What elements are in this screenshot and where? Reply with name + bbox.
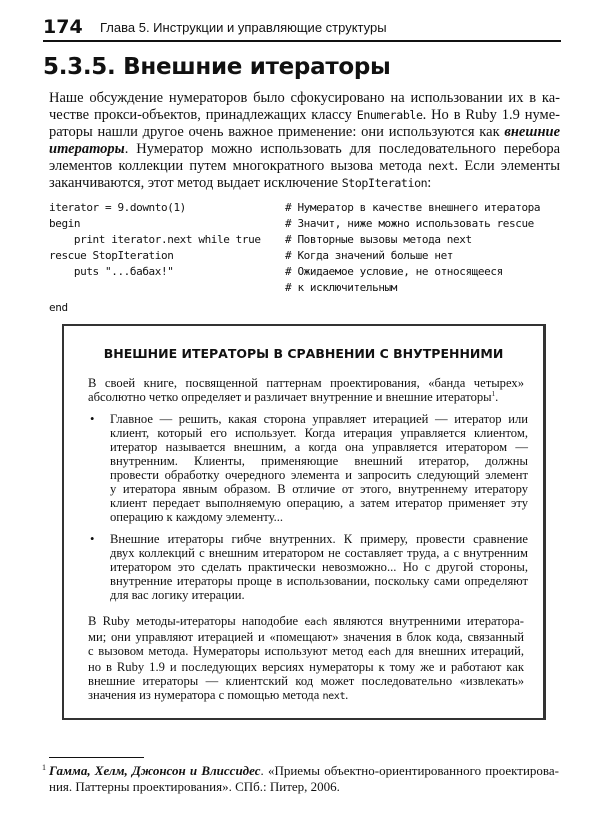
text-segment: клиент, который его использует. Когда итерация управляется клиентом,	[110, 426, 528, 440]
text-line	[49, 90, 560, 107]
text-line	[110, 560, 528, 574]
text-line	[88, 644, 524, 660]
text-segment: внутренним. Клиенты, применяющие внешний итератор, должны	[110, 454, 528, 468]
text-segment: заканчиваются, этот метод выдает исключение	[49, 175, 342, 191]
text-segment: операцию к каждому элементу...	[110, 510, 284, 524]
sidebar-bullet-item-1	[90, 412, 528, 524]
code-comment: # Когда значений больше нет	[285, 249, 454, 262]
code-comment: # Нумератор в качестве внешнего итератора	[285, 201, 541, 214]
text-line	[110, 468, 528, 482]
text-segment: . Если элементы	[454, 158, 561, 174]
sidebar-box	[62, 324, 546, 720]
text-segment: Внешние итераторы гибче внутренних. К примеру, провести сравнение	[110, 532, 528, 546]
text-line	[110, 412, 528, 426]
sidebar-bullet-1	[110, 412, 528, 524]
text-segment: элементов коллекции путем многократного вызова метода	[49, 158, 429, 174]
text-segment: честве прокси-объектов, принадлежащих классу	[49, 107, 357, 123]
text-line	[49, 175, 560, 192]
text-line	[49, 158, 560, 175]
text-segment: клиент передает выполняемую операцию, а затем итератор применяет эту	[110, 496, 528, 510]
code-comment: # Значит, ниже можно использовать rescue	[285, 217, 534, 230]
footnote-rule	[49, 757, 144, 758]
intro-paragraph	[49, 90, 560, 192]
code-line	[49, 280, 569, 296]
code-text: iterator = 9.downto(1)	[49, 201, 186, 214]
text-segment: с вызовом метода. Нумераторы используют метод	[88, 644, 368, 658]
text-segment: абсолютно четко определяет и различает внутренние и внешние итераторы	[88, 390, 492, 404]
text-segment: для внешних итераций,	[390, 644, 524, 658]
code-line	[49, 216, 569, 232]
text-line	[49, 141, 560, 158]
text-segment: но в Ruby 1.9 и последующих версиях нумераторы к тому же и работают как	[88, 660, 524, 674]
text-line	[88, 688, 524, 704]
text-line	[88, 376, 524, 390]
text-segment: внутренние итераторы проще в использовании, поскольку сами определяют	[110, 574, 528, 588]
text-line	[110, 574, 528, 588]
code-text: end	[49, 301, 68, 314]
footnote-number: 1	[42, 763, 46, 772]
text-line	[88, 660, 524, 674]
sidebar-bullet-2	[110, 532, 528, 602]
text-line	[110, 482, 528, 496]
text-line	[49, 779, 559, 795]
text-segment: являются внутренними итератора-	[327, 614, 524, 628]
bullet-icon: •	[90, 532, 95, 546]
text-line	[49, 124, 560, 141]
code-comment	[285, 300, 569, 316]
text-segment: ми; они управляют итерацией и «помещают» значения в блок кода, связанный	[88, 630, 524, 644]
text-segment: . «Приемы объектно-ориентированного проектирова-	[260, 763, 559, 778]
text-line	[88, 674, 524, 688]
emphasis: итераторы	[49, 141, 125, 157]
text-line	[110, 426, 528, 440]
code-line	[49, 232, 569, 248]
text-segment: .	[345, 688, 349, 702]
code-comment: # Повторные вызовы метода next	[285, 233, 472, 246]
text-line	[49, 107, 560, 124]
footnote	[49, 763, 559, 795]
text-segment: .	[495, 390, 499, 404]
inline-code: next	[322, 691, 346, 702]
text-segment: значения из нумератора с помощью метода	[88, 688, 323, 702]
sidebar-final-paragraph	[88, 614, 524, 704]
text-line	[110, 454, 528, 468]
code-listing	[49, 200, 569, 316]
text-segment: двух коллекций с внешним итератором не составляет труда, а с внутренним	[110, 546, 528, 560]
text-segment: у итератора явным образом. В отличие от этого, внутреннему итератору	[110, 482, 528, 496]
text-line	[110, 546, 528, 560]
sidebar-title: ВНЕШНИЕ ИТЕРАТОРЫ В СРАВНЕНИИ С ВНУТРЕННИМИ	[103, 346, 504, 361]
inline-code: StopIteration	[341, 176, 428, 190]
inline-code: each	[304, 617, 327, 628]
inline-code: each	[368, 647, 391, 658]
text-segment: Главное — решить, какая сторона управляет итерацией — итератор или	[110, 412, 528, 426]
page-body	[0, 52, 600, 720]
text-segment: раторы нашли другое очень важное применение: они используются как	[49, 124, 505, 140]
page-number: 174	[43, 16, 83, 38]
text-line	[88, 630, 524, 644]
text-segment: :	[427, 175, 432, 191]
text-segment: итератор называется внешним, а когда она управляется итератором —	[110, 440, 528, 454]
code-text: puts "...бабах!"	[49, 265, 174, 278]
text-segment: . Нумератор можно использовать для последовательного перебора	[124, 141, 560, 157]
text-segment: ния. Паттерны проектирования». СПб.: Питер, 2006.	[49, 779, 340, 794]
text-segment: итератором это сделать практически невозможно... Но с другой стороны,	[110, 560, 528, 574]
footnote-block	[42, 763, 559, 795]
code-comment: # к исключительным	[285, 281, 398, 294]
code-line	[49, 200, 569, 216]
code-line	[49, 248, 569, 264]
text-line	[110, 496, 528, 510]
text-segment: для вас логику итерации.	[110, 588, 245, 602]
inline-code: next	[428, 159, 455, 173]
text-line	[110, 588, 528, 602]
text-line	[88, 614, 524, 630]
text-line	[110, 532, 528, 546]
code-text: rescue StopIteration	[49, 249, 174, 262]
text-line	[110, 510, 528, 524]
sidebar-bullet-item-2	[90, 532, 528, 602]
inline-code: Enumerable	[356, 108, 423, 122]
emphasis: Гамма, Хелм, Джонсон и Влиссидес	[49, 763, 261, 778]
code-line	[49, 264, 569, 280]
sidebar-intro	[88, 376, 524, 404]
running-header: Глава 5. Инструкции и управляющие структуры	[100, 20, 387, 35]
text-segment: В Ruby методы-итераторы наподобие	[88, 614, 305, 628]
text-segment: Наше обсуждение нумераторов было сфокусировано на использовании их в ка-	[49, 90, 560, 106]
text-segment: . Но в Ruby 1.9 нуме-	[422, 107, 560, 123]
section-title: 5.3.5. Внешние итераторы	[43, 54, 391, 80]
footnote-ref: 1	[491, 389, 496, 398]
text-line	[49, 763, 559, 779]
text-segment: В своей книге, посвященной паттернам проектирования, «банда четырех»	[88, 376, 524, 390]
text-segment: внешние итераторы — клиентский код может последовательно «извлекать»	[88, 674, 524, 688]
code-text	[49, 280, 285, 296]
code-comment: # Ожидаемое условие, не относящееся	[285, 265, 503, 278]
bullet-icon: •	[90, 412, 95, 426]
header-rule	[43, 40, 561, 42]
text-line	[88, 390, 524, 404]
code-line	[49, 300, 569, 316]
text-segment: провести обработку очередного элемента и запросить следующий элемент	[110, 468, 528, 482]
code-text: print iterator.next while true	[49, 233, 261, 246]
emphasis: внешние	[504, 124, 560, 140]
text-line	[110, 440, 528, 454]
code-text: begin	[49, 217, 81, 230]
